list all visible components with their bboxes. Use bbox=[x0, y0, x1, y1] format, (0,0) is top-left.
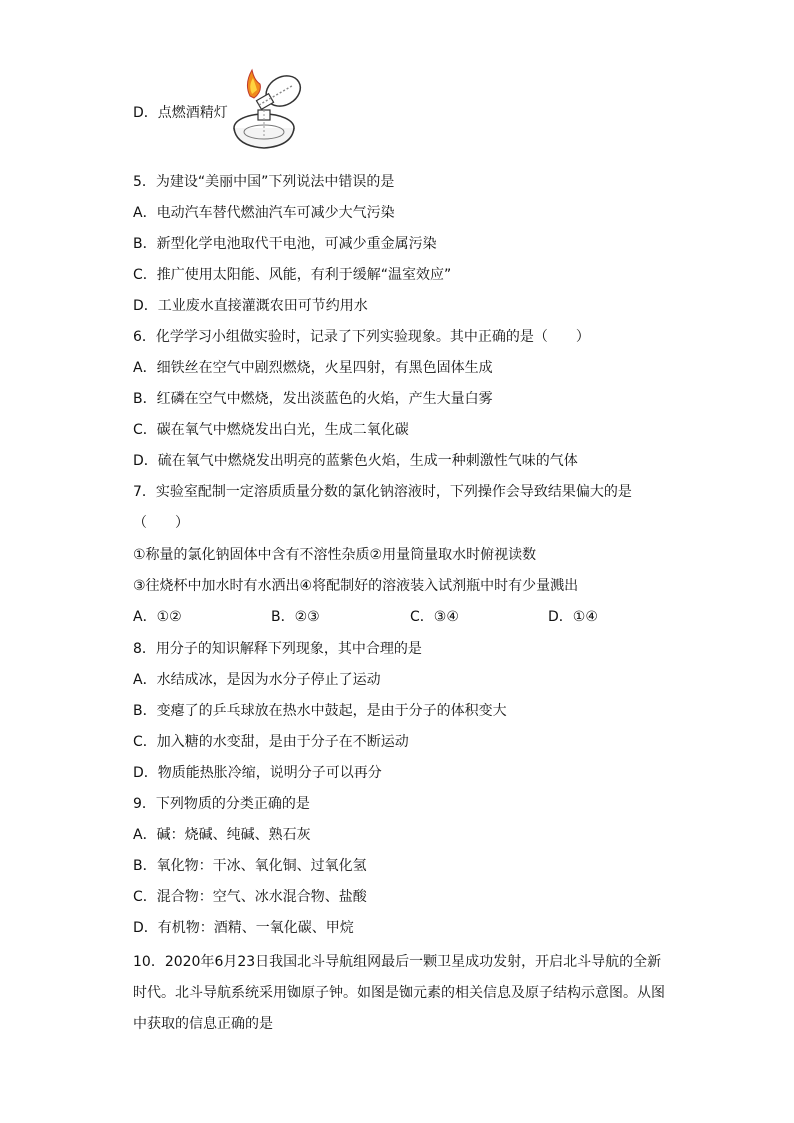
q5-option-b: B．新型化学电池取代干电池，可减少重金属污染 bbox=[133, 236, 437, 252]
alcohol-lamp-lighting-icon bbox=[226, 66, 312, 156]
q8-option-b: B．变瘪了的乒乓球放在热水中鼓起，是由于分子的体积变大 bbox=[133, 703, 507, 719]
q9-option-a: A．碱：烧碱、纯碱、熟石灰 bbox=[133, 827, 311, 843]
q9-option-c: C．混合物：空气、冰水混合物、盐酸 bbox=[133, 889, 367, 905]
q6-stem: 6．化学学习小组做实验时，记录了下列实验现象。其中正确的是（ ） bbox=[133, 329, 590, 345]
q6-option-b: B．红磷在空气中燃烧，发出淡蓝色的火焰，产生大量白雾 bbox=[133, 391, 493, 407]
q9-option-d: D．有机物：酒精、一氧化碳、甲烷 bbox=[133, 920, 354, 936]
q8-option-c: C．加入糖的水变甜，是由于分子在不断运动 bbox=[133, 734, 409, 750]
q7-stem: 7．实验室配制一定溶质质量分数的氯化钠溶液时，下列操作会导致结果偏大的是 bbox=[133, 484, 632, 500]
q5-option-d: D．工业废水直接灌溉农田可节约用水 bbox=[133, 298, 368, 314]
q8-option-a: A．水结成冰，是因为水分子停止了运动 bbox=[133, 672, 381, 688]
q6-option-a: A．细铁丝在空气中剧烈燃烧，火星四射，有黑色固体生成 bbox=[133, 360, 493, 376]
q7-option-a: A．①② bbox=[133, 609, 182, 625]
q8-stem: 8．用分子的知识解释下列现象，其中合理的是 bbox=[133, 641, 422, 657]
q7-answer-blank: （ ） bbox=[133, 515, 189, 531]
q7-option-b: B．②③ bbox=[271, 609, 320, 625]
q9-stem: 9．下列物质的分类正确的是 bbox=[133, 796, 310, 812]
q10-stem-line2: 时代。北斗导航系统采用铷原子钟。如图是铷元素的相关信息及原子结构示意图。从图 bbox=[133, 985, 665, 1001]
q9-option-b: B．氧化物：干冰、氧化铜、过氧化氢 bbox=[133, 858, 367, 874]
q6-option-d: D．硫在氧气中燃烧发出明亮的蓝紫色火焰，生成一种刺激性气味的气体 bbox=[133, 453, 578, 469]
q5-stem: 5．为建设“美丽中国”下列说法中错误的是 bbox=[133, 174, 395, 190]
q10-stem-line3: 中获取的信息正确的是 bbox=[133, 1016, 273, 1032]
q7-option-d: D．①④ bbox=[548, 609, 598, 625]
q4-option-d: D．点燃酒精灯 bbox=[133, 105, 228, 121]
q8-option-d: D．物质能热胀冷缩，说明分子可以再分 bbox=[133, 765, 382, 781]
q5-option-c: C．推广使用太阳能、风能，有利于缓解“温室效应” bbox=[133, 267, 452, 283]
q7-items-3-4: ③往烧杯中加水时有水洒出④将配制好的溶液装入试剂瓶中时有少量溅出 bbox=[133, 578, 579, 594]
q10-stem-line1: 10．2020年6月23日我国北斗导航组网最后一颗卫星成功发射，开启北斗导航的全新 bbox=[133, 954, 662, 970]
q7-items-1-2: ①称量的氯化钠固体中含有不溶性杂质②用量筒量取水时俯视读数 bbox=[133, 547, 537, 563]
q5-option-a: A．电动汽车替代燃油汽车可减少大气污染 bbox=[133, 205, 395, 221]
q6-option-c: C．碳在氧气中燃烧发出白光，生成二氧化碳 bbox=[133, 422, 409, 438]
q7-option-c: C．③④ bbox=[410, 609, 459, 625]
